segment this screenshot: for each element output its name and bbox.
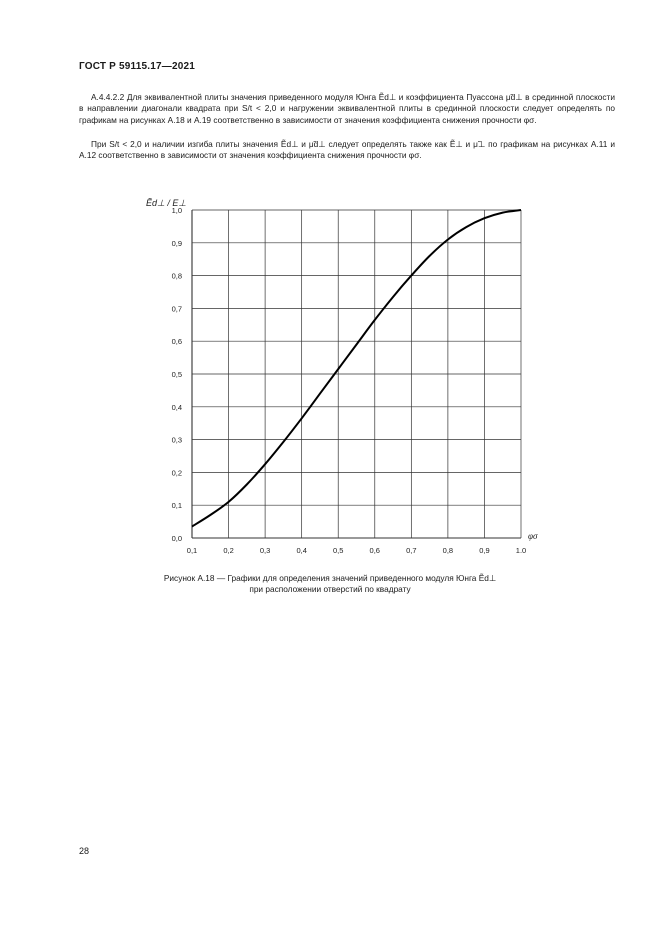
y-tick-label: 0,3	[171, 435, 182, 445]
chart-ticks	[172, 206, 527, 555]
y-tick-label: 0,6	[171, 337, 182, 347]
x-tick-label: 1.0	[515, 546, 527, 555]
y-tick-label: 0,2	[171, 468, 182, 478]
page-number: 28	[79, 846, 90, 856]
caption-line-1: Рисунок А.18 — Графики для определения значений приведенного модуля Юнга Ẽd⊥	[163, 573, 497, 583]
x-tick-label: 0,1	[186, 546, 198, 555]
x-tick-label: 0,8	[442, 546, 454, 555]
y-tick-label: 0,9	[171, 238, 182, 248]
x-tick-label: 0,9	[479, 546, 490, 555]
paragraph-2: При S/t < 2,0 и наличии изгиба плиты значения Ẽd⊥ и μ̃d⊥ следует определять также как Ẽ⊥ и μ̃⊥ по графикам на рисунках А.11 и А.12 соответственно в зависимости от значения коэффициента снижения прочности φσ.	[79, 139, 615, 161]
x-tick-label: 0,2	[223, 546, 234, 555]
x-axis-label: φσ	[528, 531, 538, 541]
y-tick-label: 0,0	[171, 534, 182, 543]
x-tick-label: 0,7	[406, 546, 417, 555]
x-tick-label: 0,6	[369, 546, 380, 555]
y-tick-label: 0,5	[171, 370, 182, 379]
series-line	[192, 210, 521, 527]
x-tick-label: 0,5	[333, 546, 344, 555]
paragraph-1: А.4.4.2.2 Для эквивалентной плиты значения приведенного модуля Юнга Ẽd⊥ и коэффициента Пуассона μ̃d⊥ в срединной плоскости в направлении диагонали квадрата при S/t < 2,0 и нагружении эквивалентной плиты в срединной плоскости следует определять по графикам на рисунках А.18 и А.19 соответственно в зависимости от значения коэффициента снижения прочности φσ.	[79, 92, 615, 125]
document-header: ГОСТ Р 59115.17—2021	[79, 61, 196, 72]
y-axis-label: Ẽd⊥ / E⊥	[146, 198, 187, 208]
y-tick-label: 1,0	[171, 206, 182, 215]
y-tick-label: 0,8	[171, 271, 182, 281]
y-tick-label: 0,1	[171, 501, 182, 511]
caption-line-2: при расположении отверстий по квадрату	[249, 584, 411, 594]
y-tick-label: 0,4	[171, 402, 182, 412]
figure-caption	[100, 573, 560, 595]
x-tick-label: 0,3	[259, 546, 271, 555]
y-tick-label: 0,7	[171, 304, 182, 314]
x-tick-label: 0,4	[296, 546, 307, 555]
